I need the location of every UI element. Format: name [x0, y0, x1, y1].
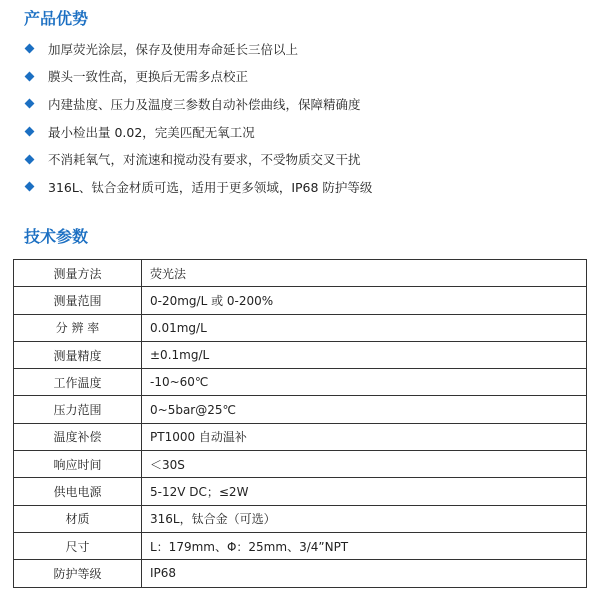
spec-label: 尺寸 [14, 532, 142, 559]
table-row [14, 314, 587, 341]
spec-label: 供电电源 [14, 478, 142, 505]
table-row [14, 341, 587, 368]
diamond-bullet-icon [25, 154, 35, 164]
spec-value: 0-20mg/L 或 0-200% [142, 287, 587, 314]
diamond-bullet-icon [25, 127, 35, 137]
feature-text: 加厚荧光涂层，保存及使用寿命延长三倍以上 [48, 41, 299, 57]
table-row [14, 532, 587, 559]
list-item [24, 63, 372, 91]
spec-value: 316L，钛合金（可选） [142, 505, 587, 532]
table-row [14, 260, 587, 287]
list-item [24, 118, 372, 146]
spec-label: 响应时间 [14, 451, 142, 478]
spec-value: ±0.1mg/L [142, 341, 587, 368]
advantages-title: 产品优势 [24, 9, 89, 28]
spec-label: 测量精度 [14, 341, 142, 368]
feature-text: 内建盐度、压力及温度三参数自动补偿曲线，保障精确度 [48, 96, 361, 112]
diamond-bullet-icon [25, 71, 35, 81]
specs-table [13, 259, 587, 588]
table-row [14, 287, 587, 314]
advantages-list [24, 35, 372, 201]
table-row [14, 396, 587, 423]
table-row [14, 423, 587, 450]
feature-text: 最小检出量 0.02，完美匹配无氧工况 [48, 124, 255, 140]
list-item [24, 173, 372, 201]
feature-text: 316L、钛合金材质可选，适用于更多领域，IP68 防护等级 [48, 179, 373, 195]
list-item [24, 35, 372, 63]
spec-label: 分 辨 率 [14, 314, 142, 341]
spec-value: PT1000 自动温补 [142, 423, 587, 450]
spec-label: 测量范围 [14, 287, 142, 314]
diamond-bullet-icon [25, 44, 35, 54]
spec-label: 测量方法 [14, 260, 142, 287]
spec-value: 0~5bar@25℃ [142, 396, 587, 423]
spec-value: 0.01mg/L [142, 314, 587, 341]
table-row [14, 560, 587, 587]
spec-value: 5-12V DC；≤2W [142, 478, 587, 505]
spec-value: 荧光法 [142, 260, 587, 287]
spec-value: IP68 [142, 560, 587, 587]
table-row [14, 478, 587, 505]
specs-title: 技术参数 [24, 227, 89, 246]
diamond-bullet-icon [25, 182, 35, 192]
list-item [24, 145, 372, 173]
spec-label: 材质 [14, 505, 142, 532]
spec-value: ＜30S [142, 451, 587, 478]
spec-label: 工作温度 [14, 369, 142, 396]
table-row [14, 369, 587, 396]
feature-text: 不消耗氧气，对流速和搅动没有要求，不受物质交叉干扰 [48, 152, 361, 168]
diamond-bullet-icon [25, 99, 35, 109]
table-row [14, 451, 587, 478]
spec-label: 压力范围 [14, 396, 142, 423]
feature-text: 膜头一致性高，更换后无需多点校正 [48, 69, 249, 85]
spec-label: 温度补偿 [14, 423, 142, 450]
spec-label: 防护等级 [14, 560, 142, 587]
table-row [14, 505, 587, 532]
spec-value: -10~60℃ [142, 369, 587, 396]
spec-value: L：179mm、Φ：25mm、3/4”NPT [142, 532, 587, 559]
list-item [24, 90, 372, 118]
